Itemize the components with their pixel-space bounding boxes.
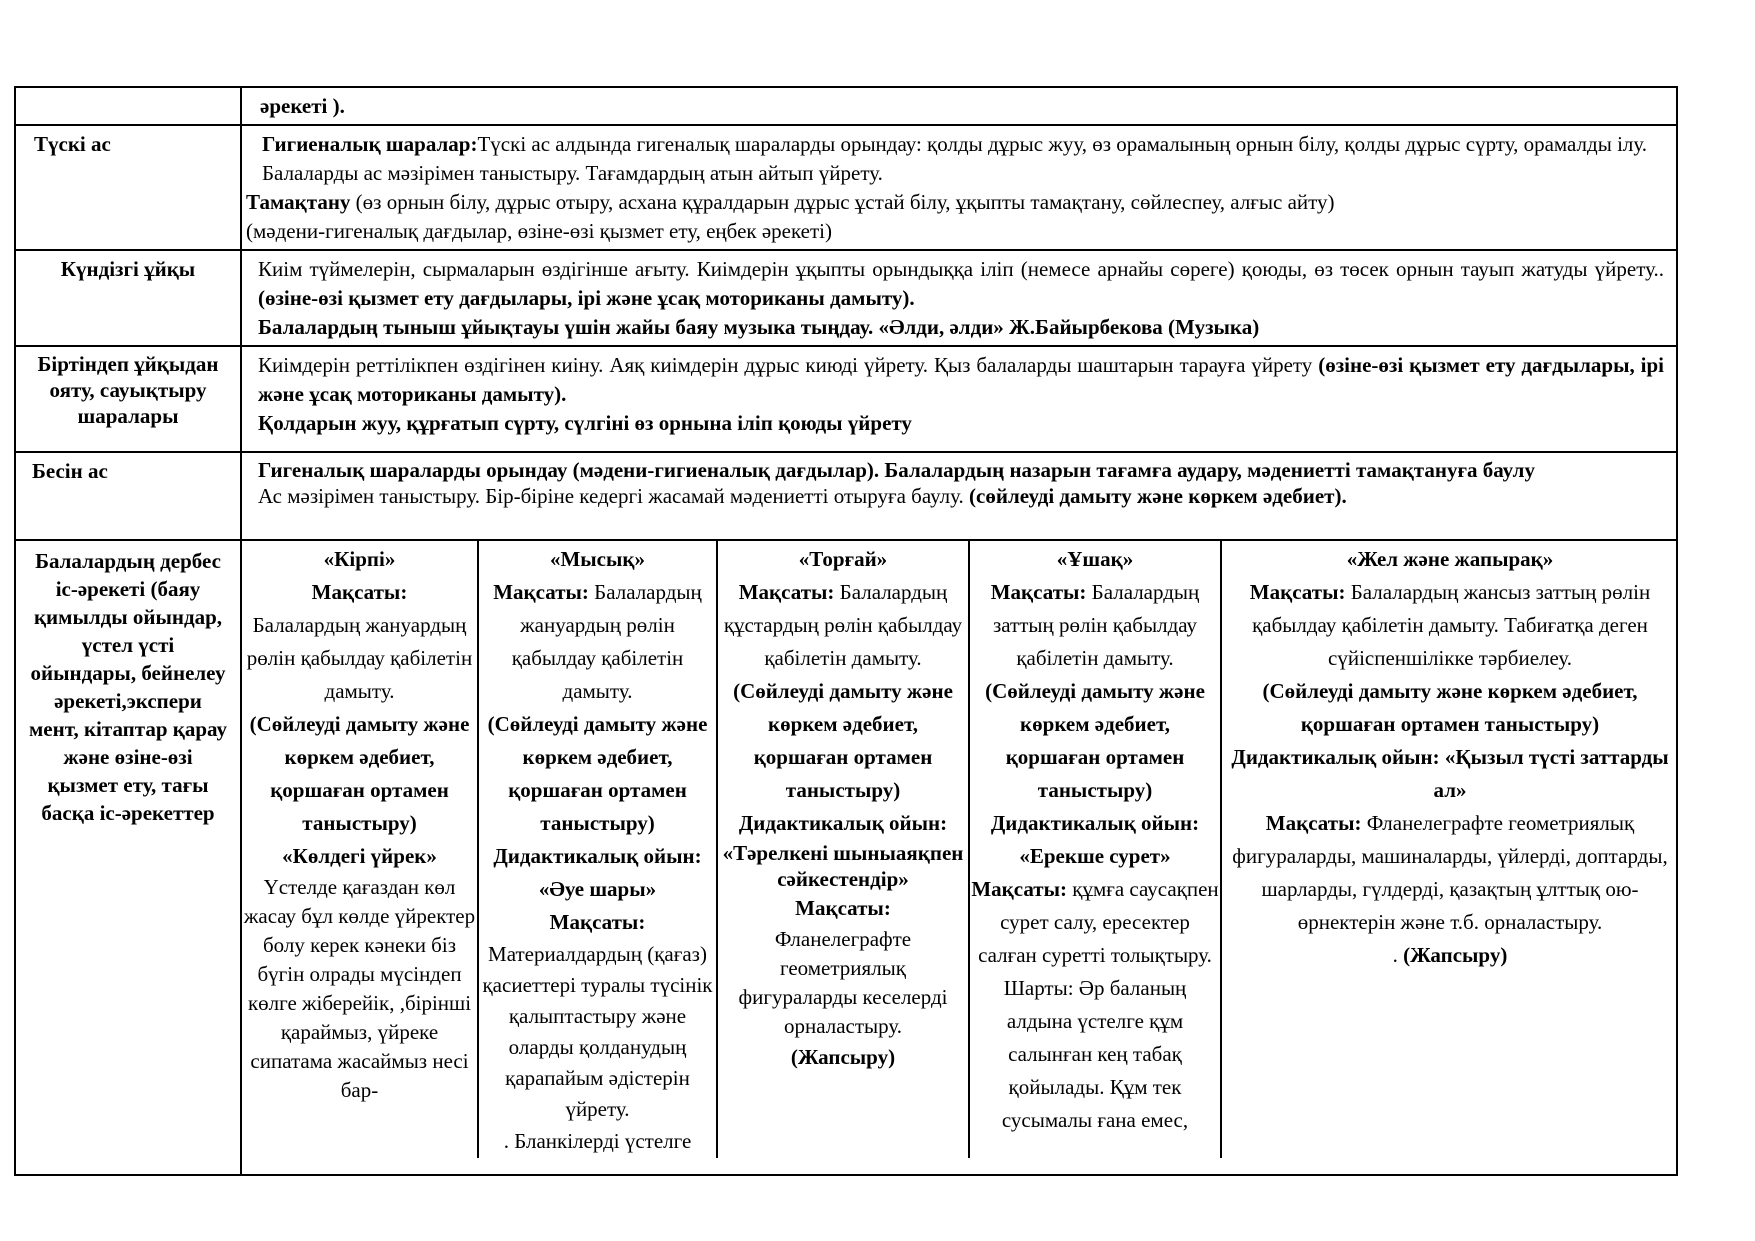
col2-goal2-label: Мақсаты:: [549, 910, 646, 934]
activity-col-hedgehog: [242, 541, 478, 1158]
col1-goal: Балалардың жануардың рөлін қабылдау қабілетін дамыту.: [246, 613, 473, 703]
col2-goal: Балалардың жануардың рөлін қабылдау қабілетін дамыту.: [511, 580, 702, 703]
col5-goal-label: Мақсаты:: [1249, 580, 1346, 604]
col2-body2: . Бланкілерді үстелге: [503, 1129, 692, 1153]
col3-goal2-label: Мақсаты:: [795, 896, 891, 920]
hygiene-heading: Гигиеналық шаралар:: [262, 132, 478, 156]
col4-game-label: Дидактикалық ойын:: [990, 811, 1200, 835]
col5-tail-prefix: .: [1392, 943, 1404, 967]
col5-title: «Жел және жапырақ»: [1346, 547, 1554, 571]
activity-columns: [241, 540, 1677, 1175]
col3-goal: Балалардың құстардың рөлін қабылдау қабілетін дамыту.: [723, 580, 963, 670]
row-activity: [15, 540, 1677, 1175]
col2-title: «Мысық»: [549, 547, 646, 571]
col4-body: Шарты: Әр баланың алдына үстелге құм салынған кең табақ қойылады. Құм тек сусымалы ғана емес,: [1001, 976, 1189, 1132]
col4-area: (Сөйлеуді дамыту және көркем әдебиет, қоршаған ортамен таныстыру): [985, 679, 1205, 802]
row-label-snack: Бесін ас: [15, 452, 241, 540]
row-label-activity: Балалардың дербес іс-әрекеті (баяу қимылды ойындар, үстел үсті ойындары, бейнелеу әрекеті,экспери мент, кітаптар қарау және өзіне-өзі қызмет ету, тағы басқа іс-әрекеттер: [15, 540, 241, 1175]
col4-goal2-label: Мақсаты:: [971, 877, 1067, 901]
wake-content: [241, 346, 1677, 452]
col1-goal-label: Мақсаты:: [311, 580, 408, 604]
col1-game: «Көлдегі үйрек»: [282, 844, 437, 868]
eating-skills: (мәдени-гигеналық дағдылар, өзіне-өзі қызмет ету, еңбек әрекеті): [246, 219, 833, 243]
row-label-lunch: Түскі ас: [15, 125, 241, 250]
col2-game-label: Дидактикалық ойын:: [493, 844, 702, 868]
col4-game: «Ерекше сурет»: [1019, 844, 1171, 868]
col5-goal: Балалардың жансыз заттың рөлін қабылдау қабілетін дамыту. Табиғатқа деген сүйіспеншілікке тәрбиелеу.: [1252, 580, 1651, 670]
col5-area: (Сөйлеуді дамыту және көркем әдебиет, қоршаған ортамен таныстыру): [1262, 679, 1638, 736]
col5-goal2: Фланелеграфте геометриялық фигураларды, машиналарды, үйлерді, доптарды, шарларды, гүлдерді, қазақтың ұлттық ою-өрнектерін және т.б. орналастыру.: [1232, 811, 1668, 934]
activity-col-cat: [478, 541, 717, 1158]
nap-skills: (өзіне-өзі қызмет ету дағдылары, ірі және ұсақ моториканы дамыту).: [258, 286, 915, 310]
col4-goal2: құмға саусақпен сурет салу, ересектер салған суретті толықтыру.: [978, 877, 1219, 967]
col1-title: «Кірпі»: [323, 547, 396, 571]
snack-skills: (сөйлеуді дамыту және көркем әдебиет).: [969, 484, 1347, 508]
nap-music: Балалардың тыныш ұйықтауы үшін жайы баяу музыка тыңдау. «Әлди, әлди» Ж.Байырбекова (Музыка): [258, 315, 1260, 339]
snack-content: [241, 452, 1677, 540]
col3-goal-label: Мақсаты:: [738, 580, 835, 604]
col3-game: «Тәрелкені шыныаяқпен сәйкестендір»: [722, 841, 964, 891]
snack-hygiene: Гигеналық шараларды орындау (мәдени-гигиеналық дағдылар). Балалардың назарын тағамға аудару, мәдениетті тамақтануға баулу: [258, 458, 1535, 482]
col5-game: Дидактикалық ойын: «Қызыл түсті заттарды ал»: [1231, 745, 1669, 802]
col3-body: Фланелеграфте геометриялық фигураларды кеселерді орналастыру.: [738, 927, 948, 1038]
wake-washing: Қолдарын жуу, құрғатып сүрту, сүлгіні өз орнына іліп қоюды үйрету: [258, 411, 912, 435]
row-nap: [15, 250, 1677, 346]
col3-title: «Торғай»: [798, 547, 888, 571]
col3-game-label: Дидактикалық ойын:: [738, 811, 948, 835]
col1-area: (Сөйлеуді дамыту және көркем әдебиет, қоршаған ортамен таныстыру): [249, 712, 470, 835]
col2-area: (Сөйлеуді дамыту және көркем әдебиет, қоршаған ортамен таныстыру): [487, 712, 708, 835]
activity-col-plane: [969, 541, 1221, 1158]
row-lunch: [15, 125, 1677, 250]
row-label-wake: Біртіндеп ұйқыдан ояту, сауықтыру шаралары: [15, 346, 241, 452]
schedule-table: [14, 86, 1678, 1176]
activity-col-wind-leaf: [1221, 541, 1678, 1158]
daily-plan-page: [14, 86, 1676, 1176]
eating-text: (өз орнын білу, дұрыс отыру, асхана құралдарын дұрыс ұстай білу, ұқыпты тамақтану, сөйлеспеу, алғыс айту): [350, 190, 1335, 214]
row-snack: [15, 452, 1677, 540]
eating-heading: Тамақтану: [246, 190, 351, 214]
col1-body: Үстелде қағаздан көл жасау бұл көлде үйректер болу керек кәнеки біз бүгін олрады мүсіндеп көлге жіберейік, ,бірінші қараймыз, үйреке сипатама жасаймыз несі бар-: [243, 875, 476, 1102]
col4-title: «Ұшақ»: [1056, 547, 1134, 571]
col5-goal2-label: Мақсаты:: [1265, 811, 1362, 835]
snack-text: Ас мәзірімен таныстыру. Бір-біріне кедергі жасамай мәдениетті отыруға баулу.: [258, 484, 970, 508]
col4-goal: Балалардың заттың рөлін қабылдау қабілетін дамыту.: [992, 580, 1200, 670]
hygiene-text: Түскі ас алдында гигеналық шараларды орындау: қолды дұрыс жуу, өз орамалының орнын білу, қолды дұрыс сүрту, орамалды ілу. Балаларды ас мәзірімен таныстыру. Тағамдардың атын айтып үйрету.: [262, 132, 1648, 185]
wake-skills: (өзіне-өзі қызмет ету дағдылары, ірі және ұсақ моториканы дамыту).: [258, 353, 1664, 406]
col2-goal-label: Мақсаты:: [493, 580, 589, 604]
row-label-empty: [15, 87, 241, 125]
wake-text: Киімдерін реттілікпен өздігінен киіну. Аяқ киімдерін дұрыс киюді үйрету. Қыз балаларды шаштарын тарауға үйрету: [258, 353, 1319, 377]
row-continued: [15, 87, 1677, 125]
nap-content: [241, 250, 1677, 346]
nap-text: Киім түймелерін, сырмаларын өздігінше ағыту. Киімдерін ұқыпты орындыққа іліп (немесе арнайы сөреге) қоюды, өз төсек орнын тауып жатуды үйрету..: [258, 257, 1664, 281]
activity-subtable: [242, 541, 1678, 1158]
col3-tail: (Жапсыру): [790, 1045, 896, 1069]
row-wake: [15, 346, 1677, 452]
col2-game: «Әуе шары»: [538, 877, 657, 901]
row-label-nap: Күндізгі ұйқы: [15, 250, 241, 346]
col3-area: (Сөйлеуді дамыту және көркем әдебиет, қоршаған ортамен таныстыру): [733, 679, 953, 802]
lunch-content: [241, 125, 1677, 250]
activity-col-sparrow: [717, 541, 969, 1158]
col2-body: Материалдардың (қағаз) қасиеттері туралы түсінік қалыптастыру және оларды қолданудың қарапайым әдістерін үйрету.: [482, 942, 713, 1121]
col4-goal-label: Мақсаты:: [990, 580, 1087, 604]
continued-text: әрекеті ).: [241, 87, 1677, 125]
col5-tail: (Жапсыру): [1403, 943, 1508, 967]
